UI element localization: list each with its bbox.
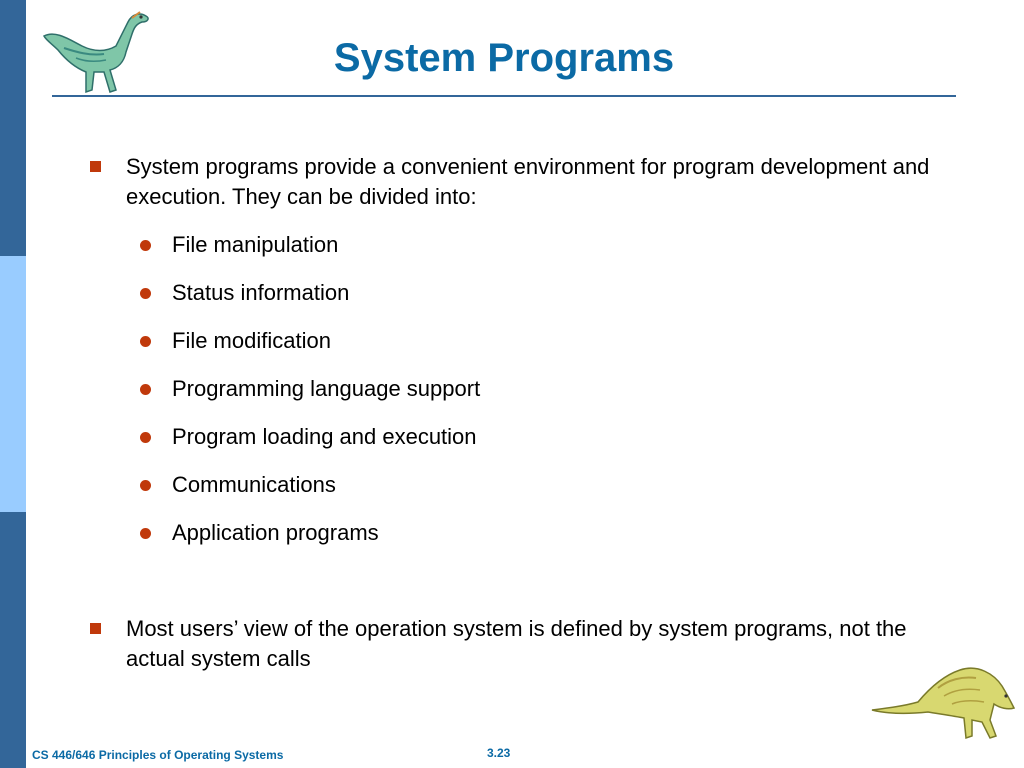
dinosaur-icon: [868, 660, 1018, 740]
left-stripe-middle: [0, 256, 26, 512]
sub-bullet-item: Application programs: [140, 518, 379, 548]
sub-bullet-item: Program loading and execution: [140, 422, 477, 452]
bullet-item: System programs provide a convenient environment for program development and execution. They can be divided into:: [90, 152, 970, 212]
title-underline: [52, 95, 956, 97]
circle-bullet-icon: [140, 384, 151, 395]
circle-bullet-icon: [140, 480, 151, 491]
sub-bullet-item: Programming language support: [140, 374, 480, 404]
circle-bullet-icon: [140, 288, 151, 299]
sub-bullet-item: Communications: [140, 470, 336, 500]
circle-bullet-icon: [140, 432, 151, 443]
left-stripe-top: [0, 0, 26, 256]
sub-bullet-item: File manipulation: [140, 230, 338, 260]
page-number: 3.23: [487, 746, 511, 760]
sub-bullet-item: Status information: [140, 278, 349, 308]
square-bullet-icon: [90, 623, 101, 634]
circle-bullet-icon: [140, 240, 151, 251]
left-stripe-bottom: [0, 512, 26, 768]
footer-course: CS 446/646 Principles of Operating Systems: [32, 748, 284, 762]
square-bullet-icon: [90, 161, 101, 172]
slide-title: System Programs: [333, 36, 675, 80]
sub-bullet-item: File modification: [140, 326, 331, 356]
bullet-item: Most users’ view of the operation system is defined by system programs, not the actual system calls: [90, 614, 970, 674]
circle-bullet-icon: [140, 528, 151, 539]
circle-bullet-icon: [140, 336, 151, 347]
